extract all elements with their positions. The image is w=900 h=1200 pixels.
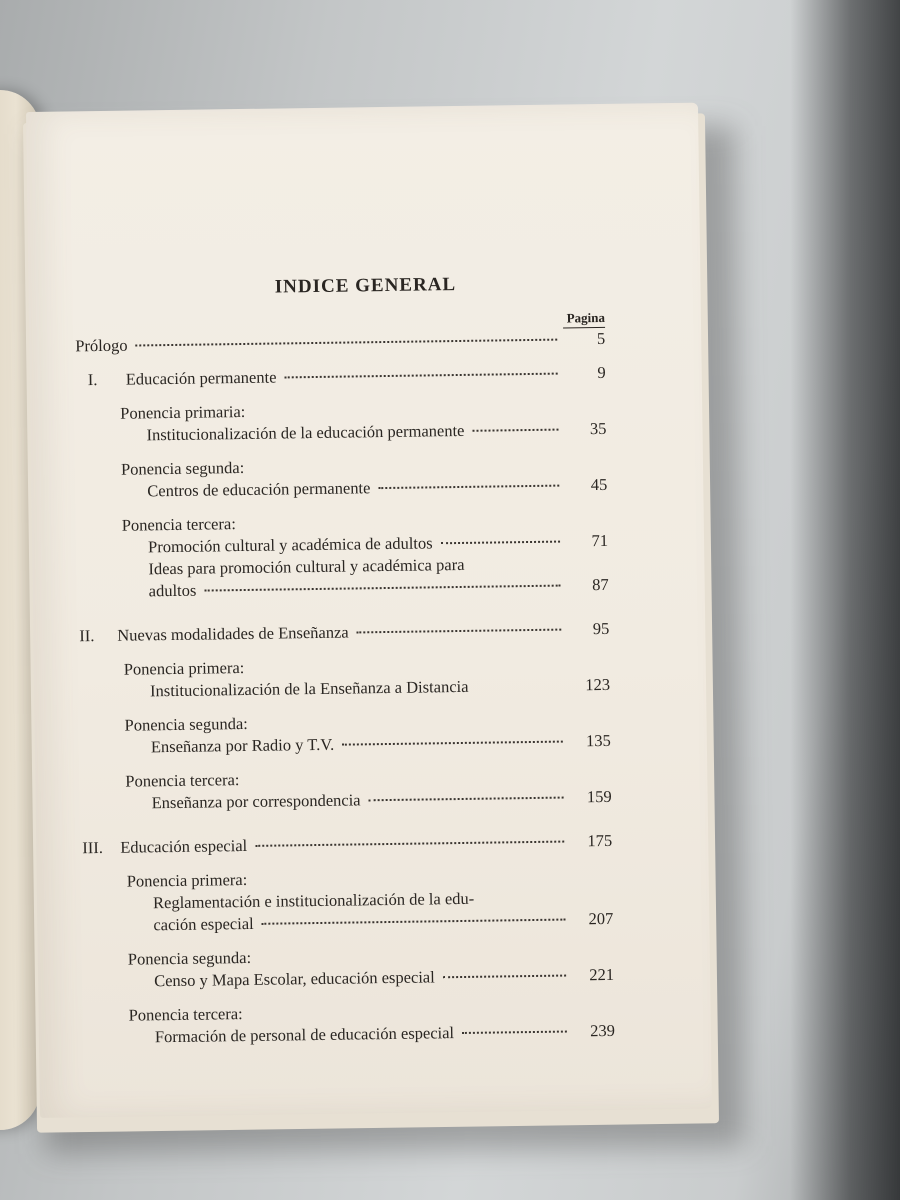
dot-leader [443,975,566,979]
ponencia-heading: Ponencia primera: [126,869,248,891]
entry-page: 159 [586,786,612,807]
dot-leader [136,339,558,347]
entry-label: Institucionalización de la educación permanente [146,420,465,445]
dot-leader [255,841,564,847]
section-number: III. [82,837,104,858]
entry-page: 71 [591,530,609,551]
ponencia-heading: Ponencia tercera: [125,770,240,791]
entry-label: Centros de educación permanente [147,478,371,501]
entry-page: 175 [587,830,613,851]
table-edge-shadow [790,0,900,1200]
ponencia-heading: Ponencia tercera: [121,514,236,535]
entry-page: 87 [592,574,609,595]
ponencia-heading: Ponencia tercera: [128,1004,243,1025]
entry-label: Educación permanente [125,367,277,389]
entry-page: 239 [589,1020,616,1041]
ponencia-heading: Ponencia primaria: [120,401,246,423]
entry-label: Formación de personal de educación especial [154,1023,455,1047]
ponencia-heading: Ponencia segunda: [120,457,245,479]
entry-page: 5 [596,328,606,349]
entry-page: 95 [592,618,610,639]
entry-page: 45 [590,474,608,495]
entry-page: 135 [585,730,611,751]
page-title: INDICE GENERAL [274,274,457,298]
dot-leader [342,741,563,746]
book-page [26,103,712,1118]
dot-leader [477,687,563,688]
entry-label: Enseñanza por correspondencia [151,790,361,813]
dot-leader [472,429,558,432]
page-column-header: Pagina [563,310,605,329]
entry-page: 207 [588,908,614,929]
entry-label: cación especial [153,913,254,935]
entry-label: Enseñanza por Radio y T.V. [150,734,335,757]
entry-label: Nuevas modalidades de Enseñanza [117,622,349,645]
section-number: I. [87,370,98,390]
dot-leader [441,541,560,545]
entry-page: 35 [589,418,607,439]
ponencia-heading: Ponencia segunda: [124,713,248,735]
dot-leader [262,919,566,925]
entry-page: 123 [585,674,611,695]
entry-label: Prólogo [75,335,128,356]
entry-label: Reglamentación e institucionalización de la edu- [152,888,475,913]
dot-leader [357,629,562,634]
table-of-contents [74,272,615,1049]
entry-page: 9 [597,362,606,383]
dot-leader [284,373,557,379]
entry-label: adultos [148,580,197,601]
entry-label: Institucionalización de la Enseñanza a Distancia [149,676,469,701]
entry-label: Promoción cultural y académica de adultos [147,533,433,557]
ponencia-heading: Ponencia primera: [123,658,245,679]
dot-leader [462,1031,567,1034]
entry-label: Educación especial [120,835,248,857]
entry-label: Ideas para promoción cultural y académica para [148,554,465,579]
dot-leader [378,485,559,490]
entry-label: Censo y Mapa Escolar, educación especial [154,967,435,991]
dot-leader [204,585,560,592]
section-number: II. [79,626,95,646]
entry-page: 221 [589,964,615,985]
dot-leader [369,797,564,802]
ponencia-heading: Ponencia segunda: [127,947,252,969]
